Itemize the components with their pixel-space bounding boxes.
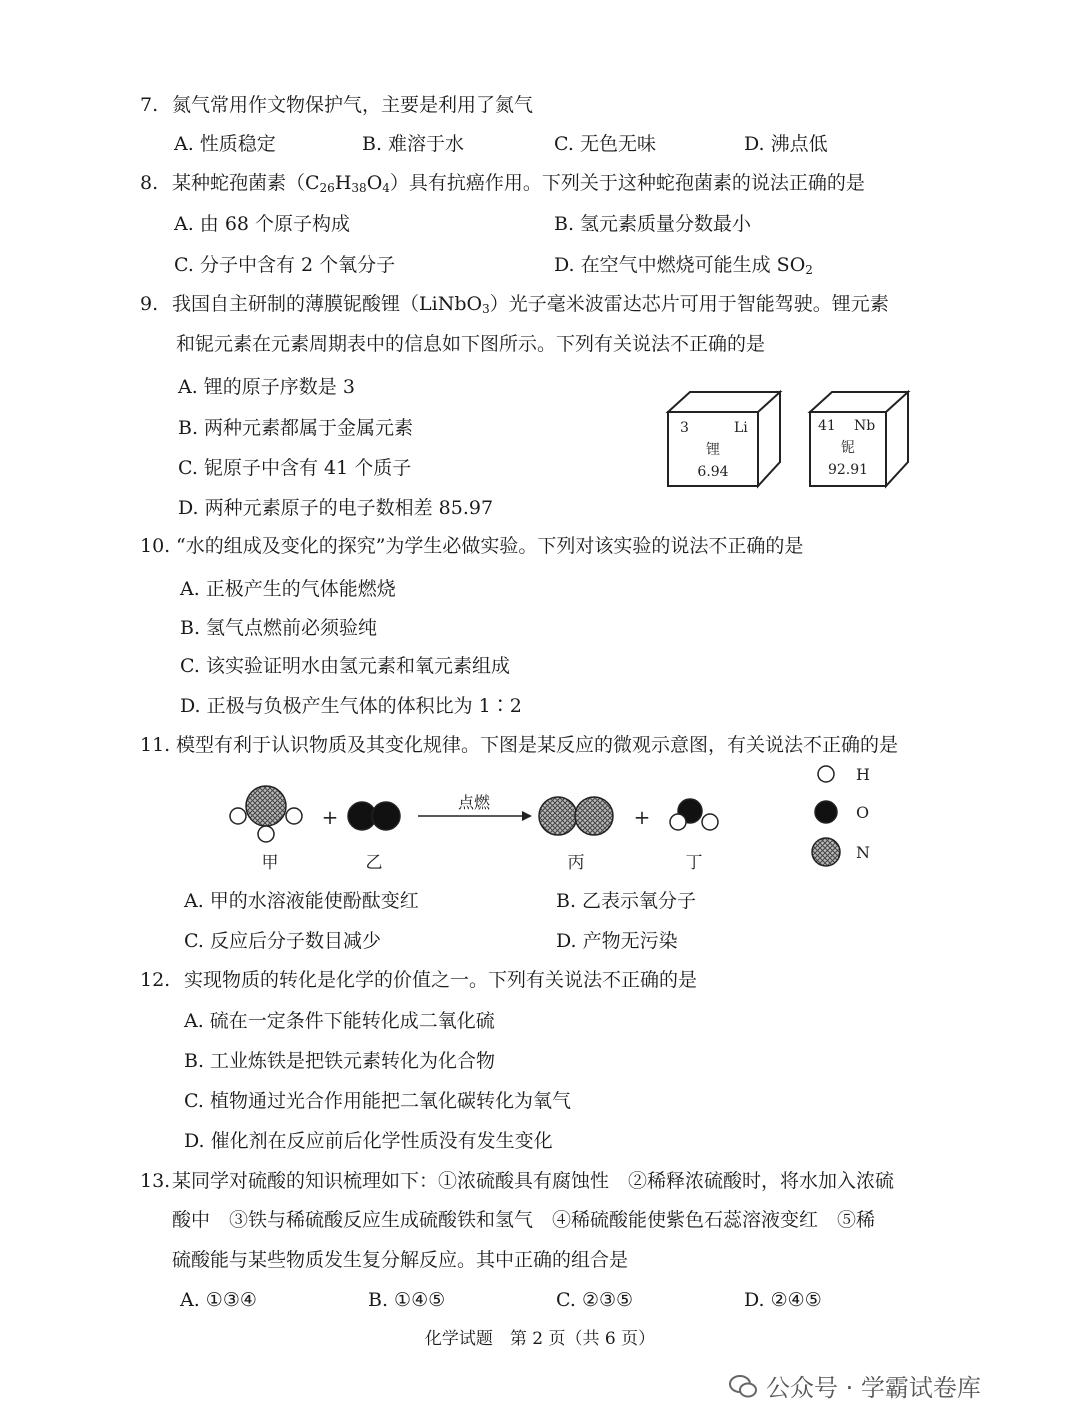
question-text: 某同学对硫酸的知识梳理如下：①浓硫酸具有腐蚀性 ②稀释浓硫酸时，将水加入浓硫: [172, 1170, 895, 1192]
molecule-jia: [230, 786, 302, 842]
element-name: 铌: [841, 440, 855, 456]
option-a: A. 锂的原子序数是 3: [178, 376, 355, 398]
atomic-mass: 6.94: [697, 464, 729, 480]
molecule-bing: [539, 797, 613, 835]
atomic-number: 41: [818, 418, 836, 434]
watermark: [728, 1368, 981, 1403]
option-b: B. 乙表示氧分子: [556, 890, 697, 912]
question-text: 模型有利于认识物质及其变化规律。下图是某反应的微观示意图，有关说法不正确的是: [176, 734, 899, 756]
option-b: B. ①④⑤: [368, 1289, 446, 1311]
question-number: 13.: [140, 1170, 171, 1192]
option-b: B. 两种元素都属于金属元素: [178, 417, 414, 439]
question-number: 9.: [140, 293, 159, 315]
question-number: 12.: [140, 969, 171, 991]
question-text: 实现物质的转化是化学的价值之一。下列有关说法不正确的是: [184, 969, 698, 991]
legend-icons: [812, 766, 840, 866]
element-symbol: Li: [734, 420, 748, 436]
option-c: C. ②③⑤: [556, 1289, 634, 1311]
reaction-condition: 点燃: [457, 793, 491, 812]
question-text-line3: 硫酸能与某些物质发生复分解反应。其中正确的组合是: [172, 1249, 629, 1271]
wechat-icon: [728, 1373, 758, 1399]
element-cards-figure: [660, 390, 920, 490]
label-bing: 丙: [567, 853, 585, 873]
element-symbol: Nb: [854, 418, 876, 434]
option-d: D. 催化剂在反应前后化学性质没有发生变化: [184, 1130, 553, 1152]
option-d: D. 正极与负极产生气体的体积比为 1∶2: [180, 695, 522, 717]
question-text: 我国自主研制的薄膜铌酸锂（LiNbO$_3$）光子毫米波雷达芯片可用于智能驾驶。锂元素: [172, 293, 889, 316]
question-text: 某种蛇孢菌素$(C_{26}H_{38}O_4)$具有抗癌作用。下列关于这种蛇孢菌素的说法正确的是: [172, 172, 865, 195]
option-d: D. 沸点低: [744, 133, 828, 155]
question-number: 8.: [140, 172, 159, 194]
option-a: A. 甲的水溶液能使酚酞变红: [184, 890, 419, 912]
option-c: C. 反应后分子数目减少: [184, 930, 381, 952]
legend-o: O: [856, 803, 870, 822]
option-d: D. 在空气中燃烧可能生成 $SO_2$: [554, 254, 813, 277]
label-ding: 丁: [685, 853, 703, 873]
question-text: 氮气常用作文物保护气，主要是利用了氮气: [172, 94, 534, 116]
legend-n: N: [856, 843, 870, 862]
reaction-diagram: [220, 758, 900, 878]
question-number: 11.: [140, 734, 171, 756]
plus-sign: +: [633, 805, 651, 829]
option-b: B. 难溶于水: [362, 133, 465, 155]
label-jia: 甲: [261, 853, 279, 873]
legend-h: H: [856, 765, 870, 784]
option-c: C. 植物通过光合作用能把二氧化碳转化为氧气: [184, 1090, 571, 1112]
plus-sign: +: [321, 805, 339, 829]
molecule-ding: [670, 799, 718, 830]
option-d: D. 两种元素原子的电子数相差 85.97: [178, 497, 494, 519]
question-number: 10.: [140, 535, 171, 557]
label-yi: 乙: [365, 853, 383, 873]
option-c: C. 无色无味: [554, 133, 656, 155]
option-a: A. 正极产生的气体能燃烧: [180, 578, 396, 600]
option-d: D. ②④⑤: [744, 1289, 822, 1311]
option-d: D. 产物无污染: [556, 930, 678, 952]
option-c: C. 分子中含有 2 个氧分子: [174, 254, 396, 276]
watermark-text: 公众号 · 学霸试卷库: [766, 1374, 981, 1402]
option-a: A. 由 68 个原子构成: [174, 213, 351, 235]
molecule-yi: [348, 802, 400, 830]
question-text-line2: 酸中 ③铁与稀硫酸反应生成硫酸铁和氢气 ④稀硫酸能使紫色石蕊溶液变红 ⑤稀: [172, 1209, 876, 1231]
atomic-mass: 92.91: [827, 462, 869, 478]
page-footer: 化学试题 第 2 页（共 6 页）: [424, 1329, 656, 1349]
element-name: 锂: [706, 442, 720, 458]
question-text: “水的组成及变化的探究”为学生必做实验。下列对该实验的说法不正确的是: [176, 535, 804, 557]
option-a: A. 硫在一定条件下能转化成二氧化硫: [184, 1010, 495, 1032]
option-b: B. 氢气点燃前必须验纯: [180, 617, 378, 639]
option-c: C. 该实验证明水由氢元素和氧元素组成: [180, 655, 510, 677]
question-number: 7.: [140, 94, 159, 116]
option-b: B. 工业炼铁是把铁元素转化为化合物: [184, 1050, 496, 1072]
atomic-number: 3: [680, 420, 689, 436]
option-a: A. ①③④: [180, 1289, 257, 1311]
option-b: B. 氢元素质量分数最小: [554, 213, 752, 235]
question-text-line2: 和铌元素在元素周期表中的信息如下图所示。下列有关说法不正确的是: [176, 333, 766, 355]
option-c: C. 铌原子中含有 41 个质子: [178, 457, 412, 479]
option-a: A. 性质稳定: [174, 133, 276, 155]
